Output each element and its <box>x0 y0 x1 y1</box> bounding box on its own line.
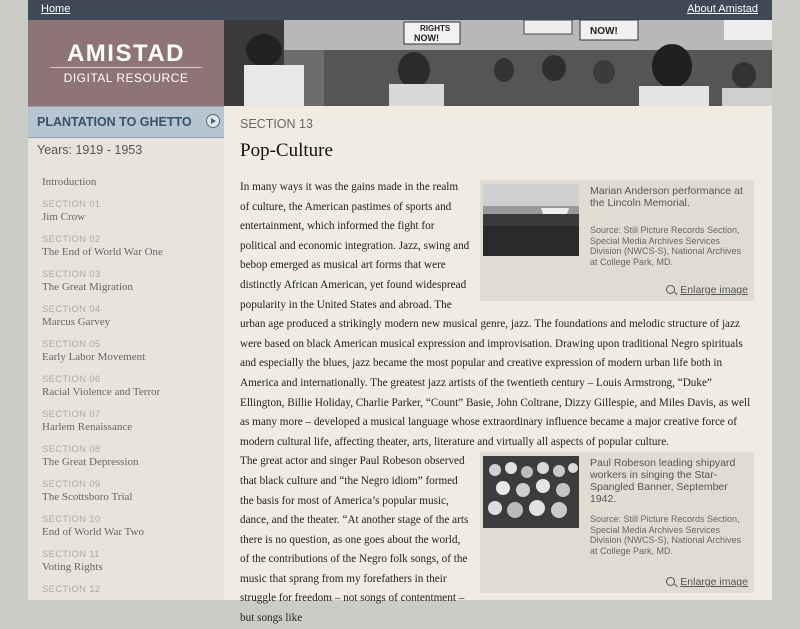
article-paragraph: In many ways it was the gains made in the realm of culture, the American pastimes of sports and entertainment, which informed the fight for political and economic integration. Jazz, swing and bebop emerged as musical art forms that were distinctly African American, yet found widespread popularity in the United States and abroad. The urban age produced a strikingly modern new musical genre, jazz. The foundations and melodic structure of jazz were based on black American musical expression and improvisation. Drawing upon traditional Negro spirituals and especially the blues, jazz became the most popular and creative expression of modern urban life both in America and internationally. The greatest jazz artists of the twentieth century – Louis Armstrong, “Duke” Ellington, Billie Holiday, Charlie Parker, “Count” Basie, John Coltrane, Dizzy Gillespie, and Miles Davis, as well as many more – developed a musical language whose extraordinary influence became a major creative force of modern cultural life, affecting theater, arts, literature and virtually all aspects of popular culture. <box>240 181 751 448</box>
nav-section-label: Jim Crow <box>42 211 86 223</box>
years-range: Years: 1919 - 1953 <box>37 143 143 157</box>
article-body <box>240 178 754 629</box>
figure-caption: Paul Robeson leading shipyard workers in singing the Star-Spangled Banner, September 1942. <box>590 457 736 506</box>
nav-section-number: SECTION 03 <box>42 269 101 280</box>
amistad-logo[interactable] <box>28 20 224 106</box>
nav-item[interactable] <box>42 444 163 479</box>
play-icon[interactable] <box>206 114 220 128</box>
top-bar <box>28 0 772 20</box>
sidebar-header[interactable] <box>28 106 224 138</box>
nav-section-number: SECTION 09 <box>42 479 101 490</box>
figure-caption: Marian Anderson performance at the Lincoln Memorial. <box>590 185 743 209</box>
nav-item[interactable] <box>42 269 163 304</box>
nav-item[interactable] <box>42 234 163 269</box>
nav-section-label: End of World War Two <box>42 526 144 538</box>
nav-section-label: Early Labor Movement <box>42 351 146 363</box>
nav-section-label: Voting Rights <box>42 561 103 573</box>
banner-sign-text: RIGHTS <box>420 24 451 33</box>
figure-marian-anderson <box>480 180 754 301</box>
zoom-icon <box>666 577 675 586</box>
enlarge-label: Enlarge image <box>680 284 748 296</box>
figure-source: Source: Still Picture Records Section, Special Media Archives Services Division (NWCS-S), National Archives at College Park, MD. <box>590 514 742 556</box>
logo-subtitle: DIGITAL RESOURCE <box>63 71 189 85</box>
section-nav <box>42 176 163 619</box>
nav-section-number: SECTION 04 <box>42 304 101 315</box>
banner-sign-text: NOW! <box>590 26 618 37</box>
nav-section-number: SECTION 06 <box>42 374 101 385</box>
nav-section-label: The End of World War One <box>42 246 163 258</box>
figure-paul-robeson <box>480 452 754 593</box>
nav-section-label: Racial Violence and Terror <box>42 386 161 398</box>
article-paragraph: The great actor and singer Paul Robeson observed that black culture and “the Negro idiom” formed the basis for most of America’s popular music, dance, and the theater. “At another stage of the arts there is no question, as one goes about the world, of the contributions of the Negro folk songs, of the music that sprang from my forefathers in their struggle for freedom – not songs of contentment – but songs like <box>240 455 469 625</box>
lincoln-memorial-photo <box>483 184 579 256</box>
banner-sign-text: NOW! <box>414 33 439 43</box>
nav-section-number: SECTION 01 <box>42 199 101 210</box>
nav-section-number: SECTION 11 <box>42 549 100 560</box>
nav-item[interactable] <box>42 514 163 549</box>
logo-divider <box>50 67 202 68</box>
section-number: SECTION 13 <box>240 117 313 131</box>
nav-item[interactable] <box>42 479 163 514</box>
nav-section-label: Marcus Garvey <box>42 316 111 328</box>
enlarge-image-link[interactable] <box>666 573 748 593</box>
about-link[interactable]: About Amistad <box>687 3 758 15</box>
nav-item[interactable] <box>42 339 163 374</box>
nav-section-label: The Great Depression <box>42 456 139 468</box>
figure-thumbnail[interactable] <box>483 456 579 528</box>
nav-section-number: SECTION 08 <box>42 444 101 455</box>
sidebar-header-title: PLANTATION TO GHETTO <box>37 115 192 129</box>
nav-section-label: The Scottsboro Trial <box>42 491 133 503</box>
main-content <box>224 106 772 625</box>
nav-section-number: SECTION 10 <box>42 514 101 525</box>
enlarge-label: Enlarge image <box>680 576 748 589</box>
sidebar <box>28 106 224 600</box>
nav-item[interactable] <box>42 584 163 619</box>
home-link[interactable]: Home <box>41 3 71 15</box>
nav-introduction[interactable]: Introduction <box>42 176 97 188</box>
zoom-icon <box>666 285 675 294</box>
logo-brand: AMISTAD <box>66 40 186 67</box>
nav-section-number: SECTION 05 <box>42 339 101 350</box>
nav-section-label: The Great Migration <box>42 281 134 293</box>
nav-item[interactable] <box>42 409 163 444</box>
figure-source: Source: Still Picture Records Section, Special Media Archives Services Division (NWCS-S), National Archives at College Park, MD. <box>590 225 742 267</box>
figure-thumbnail[interactable] <box>483 184 579 256</box>
enlarge-image-link[interactable] <box>666 281 748 301</box>
page-frame <box>28 0 772 625</box>
nav-item[interactable] <box>42 549 163 584</box>
page-title: Pop-Culture <box>240 140 333 161</box>
nav-item[interactable] <box>42 374 163 409</box>
nav-section-number: SECTION 02 <box>42 234 101 245</box>
shipyard-workers-photo <box>483 456 579 528</box>
nav-section-number: SECTION 07 <box>42 409 101 420</box>
header-banner-photo <box>224 20 772 106</box>
nav-section-label: Harlem Renaissance <box>42 421 133 433</box>
nav-item[interactable] <box>42 304 163 339</box>
protest-march-photo <box>224 20 772 106</box>
nav-section-number: SECTION 12 <box>42 584 101 595</box>
nav-item[interactable] <box>42 199 163 234</box>
